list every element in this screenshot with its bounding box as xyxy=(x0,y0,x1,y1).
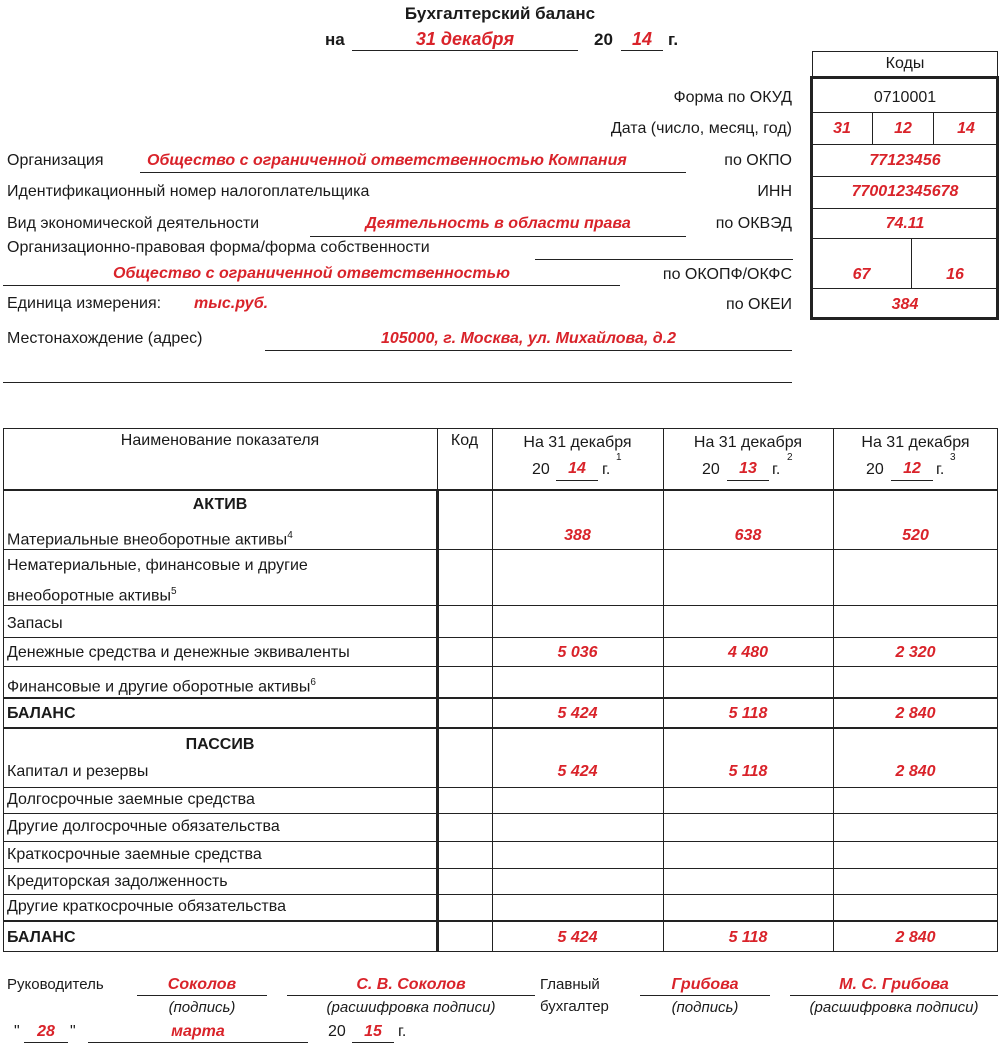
acc-sign-line xyxy=(640,995,770,996)
date-day-line xyxy=(24,1042,68,1043)
codes-line xyxy=(812,112,998,113)
okei-label: по ОКЕИ xyxy=(726,296,792,313)
head-name: С. В. Соколов xyxy=(356,976,466,993)
date-year-code: 14 xyxy=(957,120,975,137)
col-line xyxy=(492,428,493,952)
col2-note: 2 xyxy=(787,452,793,463)
row-name-line1: Нематериальные, финансовые и другие xyxy=(7,557,308,574)
row-line-bold xyxy=(3,920,998,922)
col1-year-prefix: 20 xyxy=(532,461,550,478)
row-name-balance: БАЛАНС xyxy=(7,929,76,946)
date-year: 15 xyxy=(364,1023,382,1040)
col1-note: 1 xyxy=(616,452,622,463)
okei-code: 384 xyxy=(891,296,919,313)
row-value: 638 xyxy=(734,527,762,544)
head-sign-line xyxy=(137,995,267,996)
row-line xyxy=(3,637,998,638)
okved-label: по ОКВЭД xyxy=(715,215,792,232)
row-line xyxy=(3,666,998,667)
unit-label: Единица измерения: xyxy=(7,295,162,312)
date-label: Дата (число, месяц, год) xyxy=(610,120,792,137)
unit-value: тыс.руб. xyxy=(194,295,269,312)
acc-sign-caption: (подпись) xyxy=(671,999,739,1016)
row-line-bold xyxy=(3,727,998,729)
row-name: Долгосрочные заемные средства xyxy=(7,791,255,808)
row-name: Денежные средства и денежные эквиваленты xyxy=(7,644,350,661)
row-value: 2 840 xyxy=(895,929,936,946)
codes-line xyxy=(812,288,998,289)
row-value: 520 xyxy=(902,527,929,544)
date-year-prefix: 20 xyxy=(328,1023,346,1040)
row-line xyxy=(3,787,998,788)
row-value: 2 320 xyxy=(895,644,936,661)
row-value: 5 424 xyxy=(557,705,598,722)
row-name: Капитал и резервы xyxy=(7,763,149,780)
form-line-2 xyxy=(3,285,620,286)
codes-line xyxy=(812,238,998,239)
okopf-code: 67 xyxy=(852,266,871,283)
codes-line xyxy=(812,208,998,209)
col2-year: 13 xyxy=(739,460,757,477)
form-value: Общество с ограниченной ответственностью xyxy=(113,265,510,282)
address-line-2 xyxy=(3,382,792,383)
header-year-line xyxy=(621,50,663,51)
org-label: Организация xyxy=(7,152,104,169)
date-year-suffix: г. xyxy=(398,1023,407,1040)
okud-code: 0710001 xyxy=(873,89,937,106)
okud-label: Форма по ОКУД xyxy=(673,89,792,106)
okopf-label: по ОКОПФ/ОКФС xyxy=(662,266,792,283)
row-value: 4 480 xyxy=(727,644,769,661)
acc-name-caption: (расшифровка подписи) xyxy=(809,999,979,1016)
col-name-header: Наименование показателя xyxy=(120,432,320,449)
codes-title: Коды xyxy=(885,55,925,72)
acc-label-2: бухгалтер xyxy=(540,998,609,1015)
acc-name: М. С. Грибова xyxy=(839,976,949,993)
date-year-line xyxy=(352,1042,394,1043)
col3-year-prefix: 20 xyxy=(866,461,884,478)
row-name: Запасы xyxy=(7,615,63,632)
address-value: 105000, г. Москва, ул. Михайлова, д.2 xyxy=(380,330,677,347)
org-value: Общество с ограниченной ответственностью Компания xyxy=(147,152,627,169)
header-date-value: 31 декабря xyxy=(415,29,515,49)
row-name-line2: внеоборотные активы$^5$ xyxy=(7,586,177,605)
col1-year-suffix: г. xyxy=(602,461,611,478)
row-value: 5 036 xyxy=(557,644,598,661)
row-line xyxy=(3,813,998,814)
acc-label-1: Главный xyxy=(540,976,600,993)
address-label: Местонахождение (адрес) xyxy=(7,330,203,347)
okpo-code: 77123456 xyxy=(869,152,941,169)
acc-sign: Грибова xyxy=(671,976,739,993)
codes-line xyxy=(812,176,998,177)
passiv-title: ПАССИВ xyxy=(185,736,255,753)
date-month-line xyxy=(88,1042,308,1043)
row-name: Кредиторская задолженность xyxy=(7,873,228,890)
head-sign-caption: (подпись) xyxy=(168,999,236,1016)
col1-year-line xyxy=(556,480,598,481)
form-line-1 xyxy=(535,259,793,260)
inn-short-label: ИНН xyxy=(757,183,792,200)
row-line xyxy=(3,841,998,842)
inn-code: 770012345678 xyxy=(851,183,959,200)
okfs-code: 16 xyxy=(946,266,964,283)
activity-label: Вид экономической деятельности xyxy=(7,215,260,232)
col-code-header: Код xyxy=(450,432,479,449)
row-value: 388 xyxy=(564,527,591,544)
col3-date-label: На 31 декабря xyxy=(861,434,970,451)
col3-year: 12 xyxy=(903,460,921,477)
doc-title: Бухгалтерский баланс xyxy=(404,4,596,23)
row-line xyxy=(3,894,998,895)
head-name-line xyxy=(287,995,535,996)
row-value: 5 424 xyxy=(557,763,598,780)
codes-line xyxy=(812,144,998,145)
col3-year-suffix: г. xyxy=(936,461,945,478)
head-sign: Соколов xyxy=(167,976,237,993)
row-value: 5 118 xyxy=(728,705,768,722)
col3-year-line xyxy=(891,480,933,481)
row-name: Финансовые и другие оборотные активы$^6$ xyxy=(7,677,316,696)
date-day-code: 31 xyxy=(833,120,851,137)
aktiv-title: АКТИВ xyxy=(192,496,248,513)
header-year-prefix: 20 xyxy=(594,30,613,49)
address-line xyxy=(265,350,792,351)
row-name: Материальные внеоборотные активы$^4$ xyxy=(7,530,293,549)
header-year-suffix: г. xyxy=(668,30,679,49)
col1-year: 14 xyxy=(568,460,586,477)
col3-note: 3 xyxy=(950,452,956,463)
inn-label: Идентификационный номер налогоплательщика xyxy=(7,183,370,200)
row-value: 5 118 xyxy=(728,929,768,946)
col-line-bold xyxy=(436,490,439,952)
header-date-line xyxy=(352,50,578,51)
col2-date-label: На 31 декабря xyxy=(693,434,803,451)
activity-value: Деятельность в области права xyxy=(365,215,631,232)
head-name-caption: (расшифровка подписи) xyxy=(326,999,496,1016)
codes-title-cell xyxy=(812,51,998,77)
row-value: 5 118 xyxy=(728,763,768,780)
row-name: Краткосрочные заемные средства xyxy=(7,846,262,863)
date-day: 28 xyxy=(37,1023,55,1040)
form-label: Организационно-правовая форма/форма собственности xyxy=(7,239,430,256)
col2-year-suffix: г. xyxy=(772,461,781,478)
row-name: Другие долгосрочные обязательства xyxy=(7,818,280,835)
row-line xyxy=(3,868,998,869)
date-month-code: 12 xyxy=(894,120,912,137)
col-line xyxy=(833,428,834,952)
row-value: 5 424 xyxy=(557,929,598,946)
col1-date-label: На 31 декабря xyxy=(523,434,632,451)
row-line-bold xyxy=(3,489,998,491)
row-value: 2 840 xyxy=(895,705,936,722)
col-line xyxy=(663,428,664,952)
date-quote-open: " xyxy=(14,1023,20,1040)
date-month: марта xyxy=(171,1023,225,1040)
row-name-balance: БАЛАНС xyxy=(7,705,76,722)
activity-line xyxy=(310,236,686,237)
header-na: на xyxy=(325,30,345,49)
col2-year-prefix: 20 xyxy=(702,461,720,478)
header-year-value: 14 xyxy=(631,29,653,49)
row-value: 2 840 xyxy=(895,763,936,780)
okpo-label: по ОКПО xyxy=(724,152,792,169)
date-quote-close: " xyxy=(70,1023,76,1040)
acc-name-line xyxy=(790,995,998,996)
okved-code: 74.11 xyxy=(885,215,925,232)
row-name: Другие краткосрочные обязательства xyxy=(7,898,286,915)
head-label: Руководитель xyxy=(7,976,104,993)
col2-year-line xyxy=(727,480,769,481)
org-line xyxy=(140,172,686,173)
